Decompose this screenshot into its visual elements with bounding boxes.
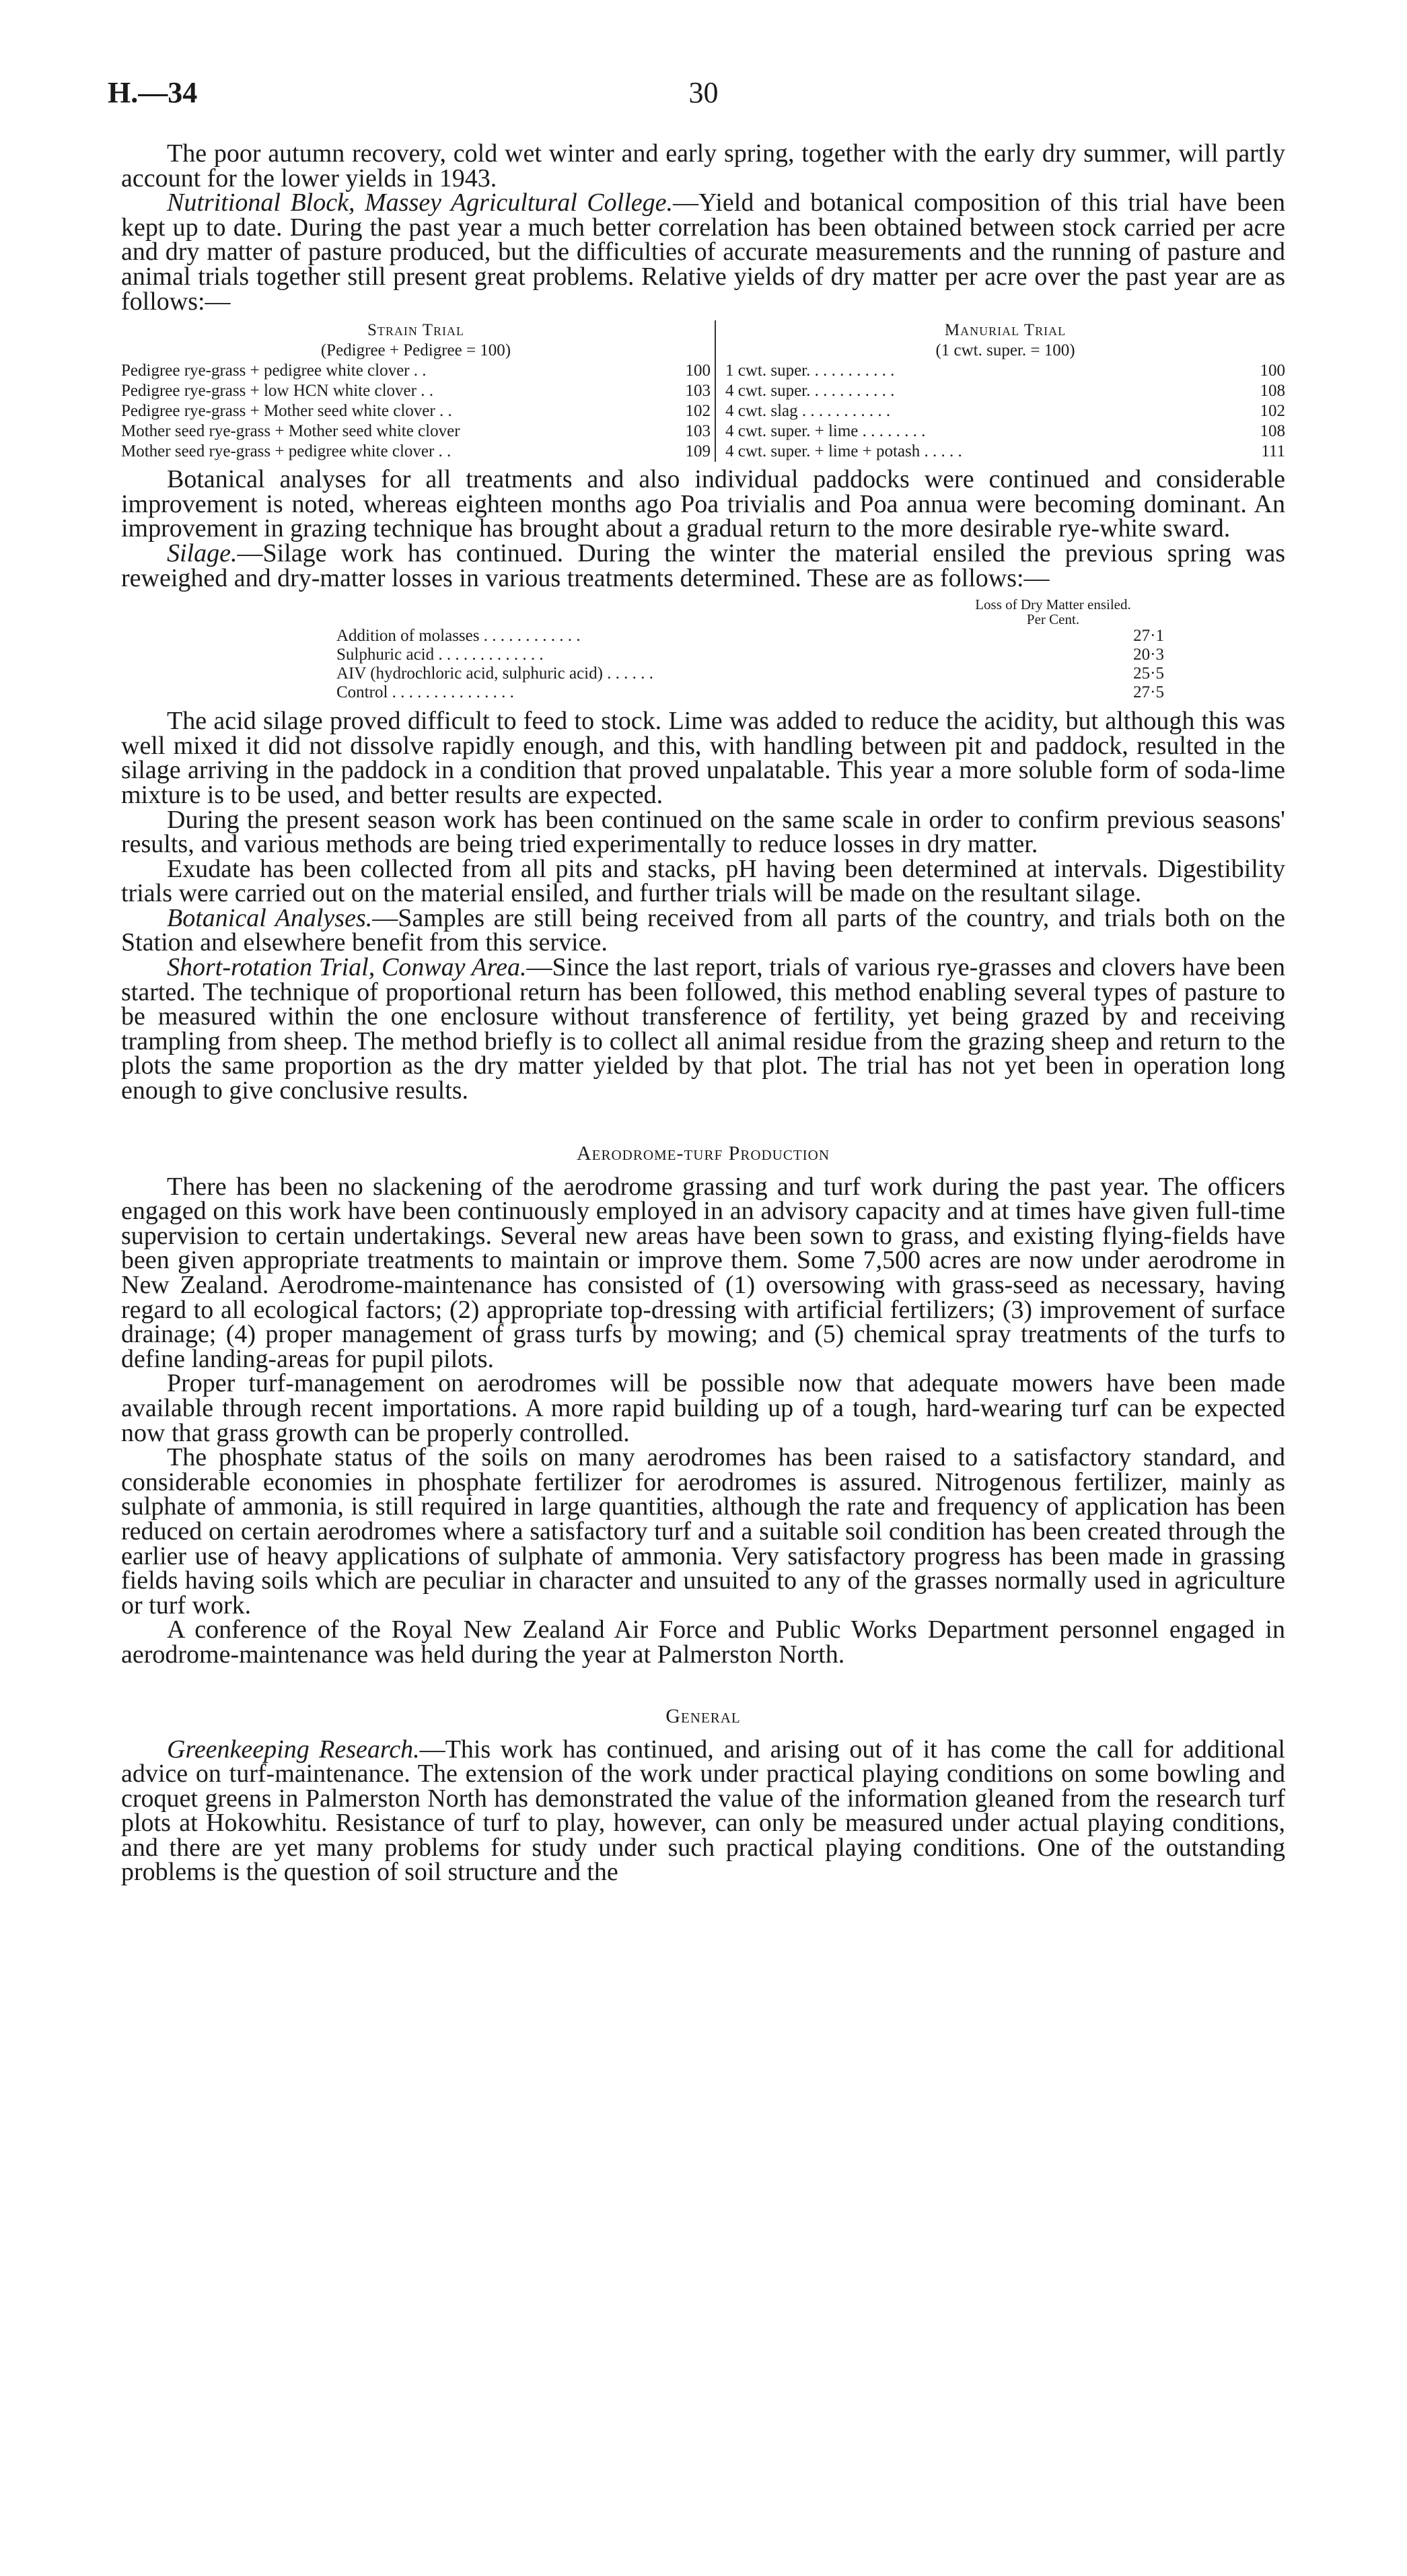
- table-row: 4 cwt. super. + lime . . . . . . . . 108: [725, 422, 1285, 441]
- paragraph-nutritional-block: Nutritional Block, Massey Agricultural College.—Yield and botanical composition of this trial have been kept up to date. During the past year a much better correlation has been obtained between stock carried per acre and dry matter of pasture produced, but the difficulties of accurate measurements and the running of pasture and animal trials together still present great problems. Relative yields of dry matter per acre over the past year are as follows:—: [121, 188, 1285, 316]
- document-body: [121, 141, 1285, 1885]
- run-in-heading: Nutritional Block, Massey Agricultural College.: [167, 188, 673, 217]
- paragraph-acid-silage: The acid silage proved difficult to feed to stock. Lime was added to reduce the acidity, but although this was well mixed it did not dissolve rapidly enough, and this, with handling between pit and paddock, resulted in the silage arriving in the paddock in a condition that proved unpalatable. This year a more soluble form of soda-lime mixture is to be used, and better results are expected.: [121, 707, 1285, 809]
- table-row: Control . . . . . . . . . . . . . . . 27·5: [336, 683, 1164, 702]
- table-row: Pedigree rye-grass + pedigree white clover . . 100: [121, 361, 711, 380]
- paragraph-present-season: During the present season work has been continued on the same scale in order to confirm previous seasons' results, and various methods are being tried experimentally to reduce losses in dry matter.: [121, 805, 1285, 859]
- table-row: Mother seed rye-grass + Mother seed white clover 103: [121, 422, 711, 441]
- manurial-trial-base: (1 cwt. super. = 100): [935, 341, 1075, 360]
- run-in-heading: Silage.: [167, 538, 238, 567]
- paragraph-autumn-recovery: The poor autumn recovery, cold wet winter and early spring, together with the early dry summer, will partly account for the lower yields in 1943.: [121, 139, 1285, 193]
- table-row: Pedigree rye-grass + low HCN white clover . . 103: [121, 382, 711, 401]
- paragraph-phosphate-status: The phosphate status of the soils on many aerodromes has been raised to a satisfactory standard, and considerable economies in phosphate fertilizer for aerodromes is assured. Nitrogenous fertilizer, mainly as sulphate of ammonia, is still required in large quantities, although the rate and frequency of application has been reduced on certain aerodromes where a satisfactory turf and a suitable soil condition has been created through the earlier use of heavy applications of sulphate of ammonia. Very satisfactory progress has been made in grassing fields having soils which are peculiar in character and unsuited to any of the grasses normally used in agriculture or turf work.: [121, 1443, 1285, 1620]
- table-row: 4 cwt. super. . . . . . . . . . . 108: [725, 382, 1285, 401]
- manurial-trial-table: [716, 320, 1285, 462]
- table-row: Sulphuric acid . . . . . . . . . . . . . 20·3: [336, 646, 1164, 664]
- manurial-trial-title: Manurial Trial: [944, 321, 1067, 340]
- table-row: 1 cwt. super. . . . . . . . . . . 100: [725, 361, 1285, 380]
- table-row: 4 cwt. super. + lime + potash . . . . . 111: [725, 442, 1285, 461]
- paragraph-conference: A conference of the Royal New Zealand Air Force and Public Works Department personnel engaged in aerodrome-maintenance was held during the year at Palmerston North.: [121, 1615, 1285, 1669]
- table-row: 4 cwt. slag . . . . . . . . . . . 102: [725, 402, 1285, 421]
- page-header: [108, 75, 1299, 116]
- yield-tables: [121, 320, 1285, 462]
- paragraph-greenkeeping: Greenkeeping Research.—This work has continued, and arising out of it has come the call for additional advice on turf-maintenance. The extension of the work under practical playing conditions on some bowling and croquet greens in Palmerston North has demonstrated the value of the information gleaned from the research turf plots at Hokowhitu. Resistance of turf to play, however, can only be measured under actual playing conditions, and there are yet many problems for study under such practical playing conditions. One of the outstanding problems is the question of soil structure and the: [121, 1735, 1285, 1887]
- paragraph-botanical-service: Botanical Analyses.—Samples are still being received from all parts of the country, and trials both on the Station and elsewhere benefit from this service.: [121, 903, 1285, 957]
- run-in-heading: Short-rotation Trial, Conway Area.: [167, 953, 527, 982]
- paragraph-exudate: Exudate has been collected from all pits and stacks, pH having been determined at intervals. Digestibility trials were carried out on the material ensiled, and further trials will be made on the resultant silage.: [121, 854, 1285, 908]
- paragraph-turf-management: Proper turf-management on aerodromes will be possible now that adequate mowers have been made available through recent importations. A more rapid building up of a tough, hard-wearing turf can be expected now that grass growth can be properly controlled.: [121, 1369, 1285, 1447]
- silage-loss-table: [121, 597, 1285, 702]
- section-heading-general: General: [665, 1704, 741, 1727]
- strain-trial-title: Strain Trial: [367, 321, 464, 340]
- report-code: H.—34: [108, 76, 198, 109]
- silage-column-header: Loss of Dry Matter ensiled. Per Cent.: [975, 596, 1131, 628]
- strain-trial-table: [121, 320, 716, 462]
- paragraph-silage: Silage.—Silage work has continued. During the winter the material ensiled the previous spring was reweighed and dry-matter losses in various treatments determined. These are as follows:—: [121, 538, 1285, 592]
- table-row: Pedigree rye-grass + Mother seed white clover . . 102: [121, 402, 711, 421]
- paragraph-botanical-analyses: Botanical analyses for all treatments and also individual paddocks were continued and considerable improvement is noted, whereas eighteen months ago Poa trivialis and Poa annua were becoming dominant. An improvement in grazing technique has brought about a gradual return to the more desirable rye-white sward.: [121, 465, 1285, 543]
- table-row: Mother seed rye-grass + pedigree white clover . . 109: [121, 442, 711, 461]
- table-row: Addition of molasses . . . . . . . . . . . . 27·1: [336, 627, 1164, 646]
- strain-trial-base: (Pedigree + Pedigree = 100): [320, 341, 511, 360]
- paragraph-short-rotation: Short-rotation Trial, Conway Area.—Since the last report, trials of various rye-grasses and clovers have been started. The technique of proportional return has been followed, this method enabling several types of pasture to be measured within the one enclosure without transference of fertility, yet being grazed by and receiving trampling from sheep. The method briefly is to collect all animal residue from the grazing sheep and return to the plots the same proportion as the dry matter yielded by that plot. The trial has not yet been in operation long enough to give conclusive results.: [121, 953, 1286, 1105]
- page-number: 30: [688, 76, 719, 109]
- run-in-heading: Greenkeeping Research.: [167, 1735, 420, 1764]
- paragraph-aerodrome-grassing: There has been no slackening of the aerodrome grassing and turf work during the past year. The officers engaged on this work have been continuously employed in an advisory capacity and at times have given full-time supervision to certain undertakings. Several new areas have been sown to grass, and existing flying-fields have been given appropriate treatments to maintain or improve them. Some 7,500 acres are now under aerodrome in New Zealand. Aerodrome-maintenance has consisted of (1) oversowing with grass-seed as necessary, having regard to all ecological factors; (2) appropriate top-dressing with artificial fertilizers; (3) improvement of surface drainage; (4) proper management of grass turfs by mowing; and (5) chemical spray treatments of the turfs to define landing-areas for pupil pilots.: [121, 1172, 1285, 1373]
- run-in-heading: Botanical Analyses.: [167, 903, 373, 932]
- table-row: AIV (hydrochloric acid, sulphuric acid) . . . . . . 25·5: [336, 664, 1164, 683]
- section-heading-aerodrome: Aerodrome-turf Production: [576, 1142, 830, 1164]
